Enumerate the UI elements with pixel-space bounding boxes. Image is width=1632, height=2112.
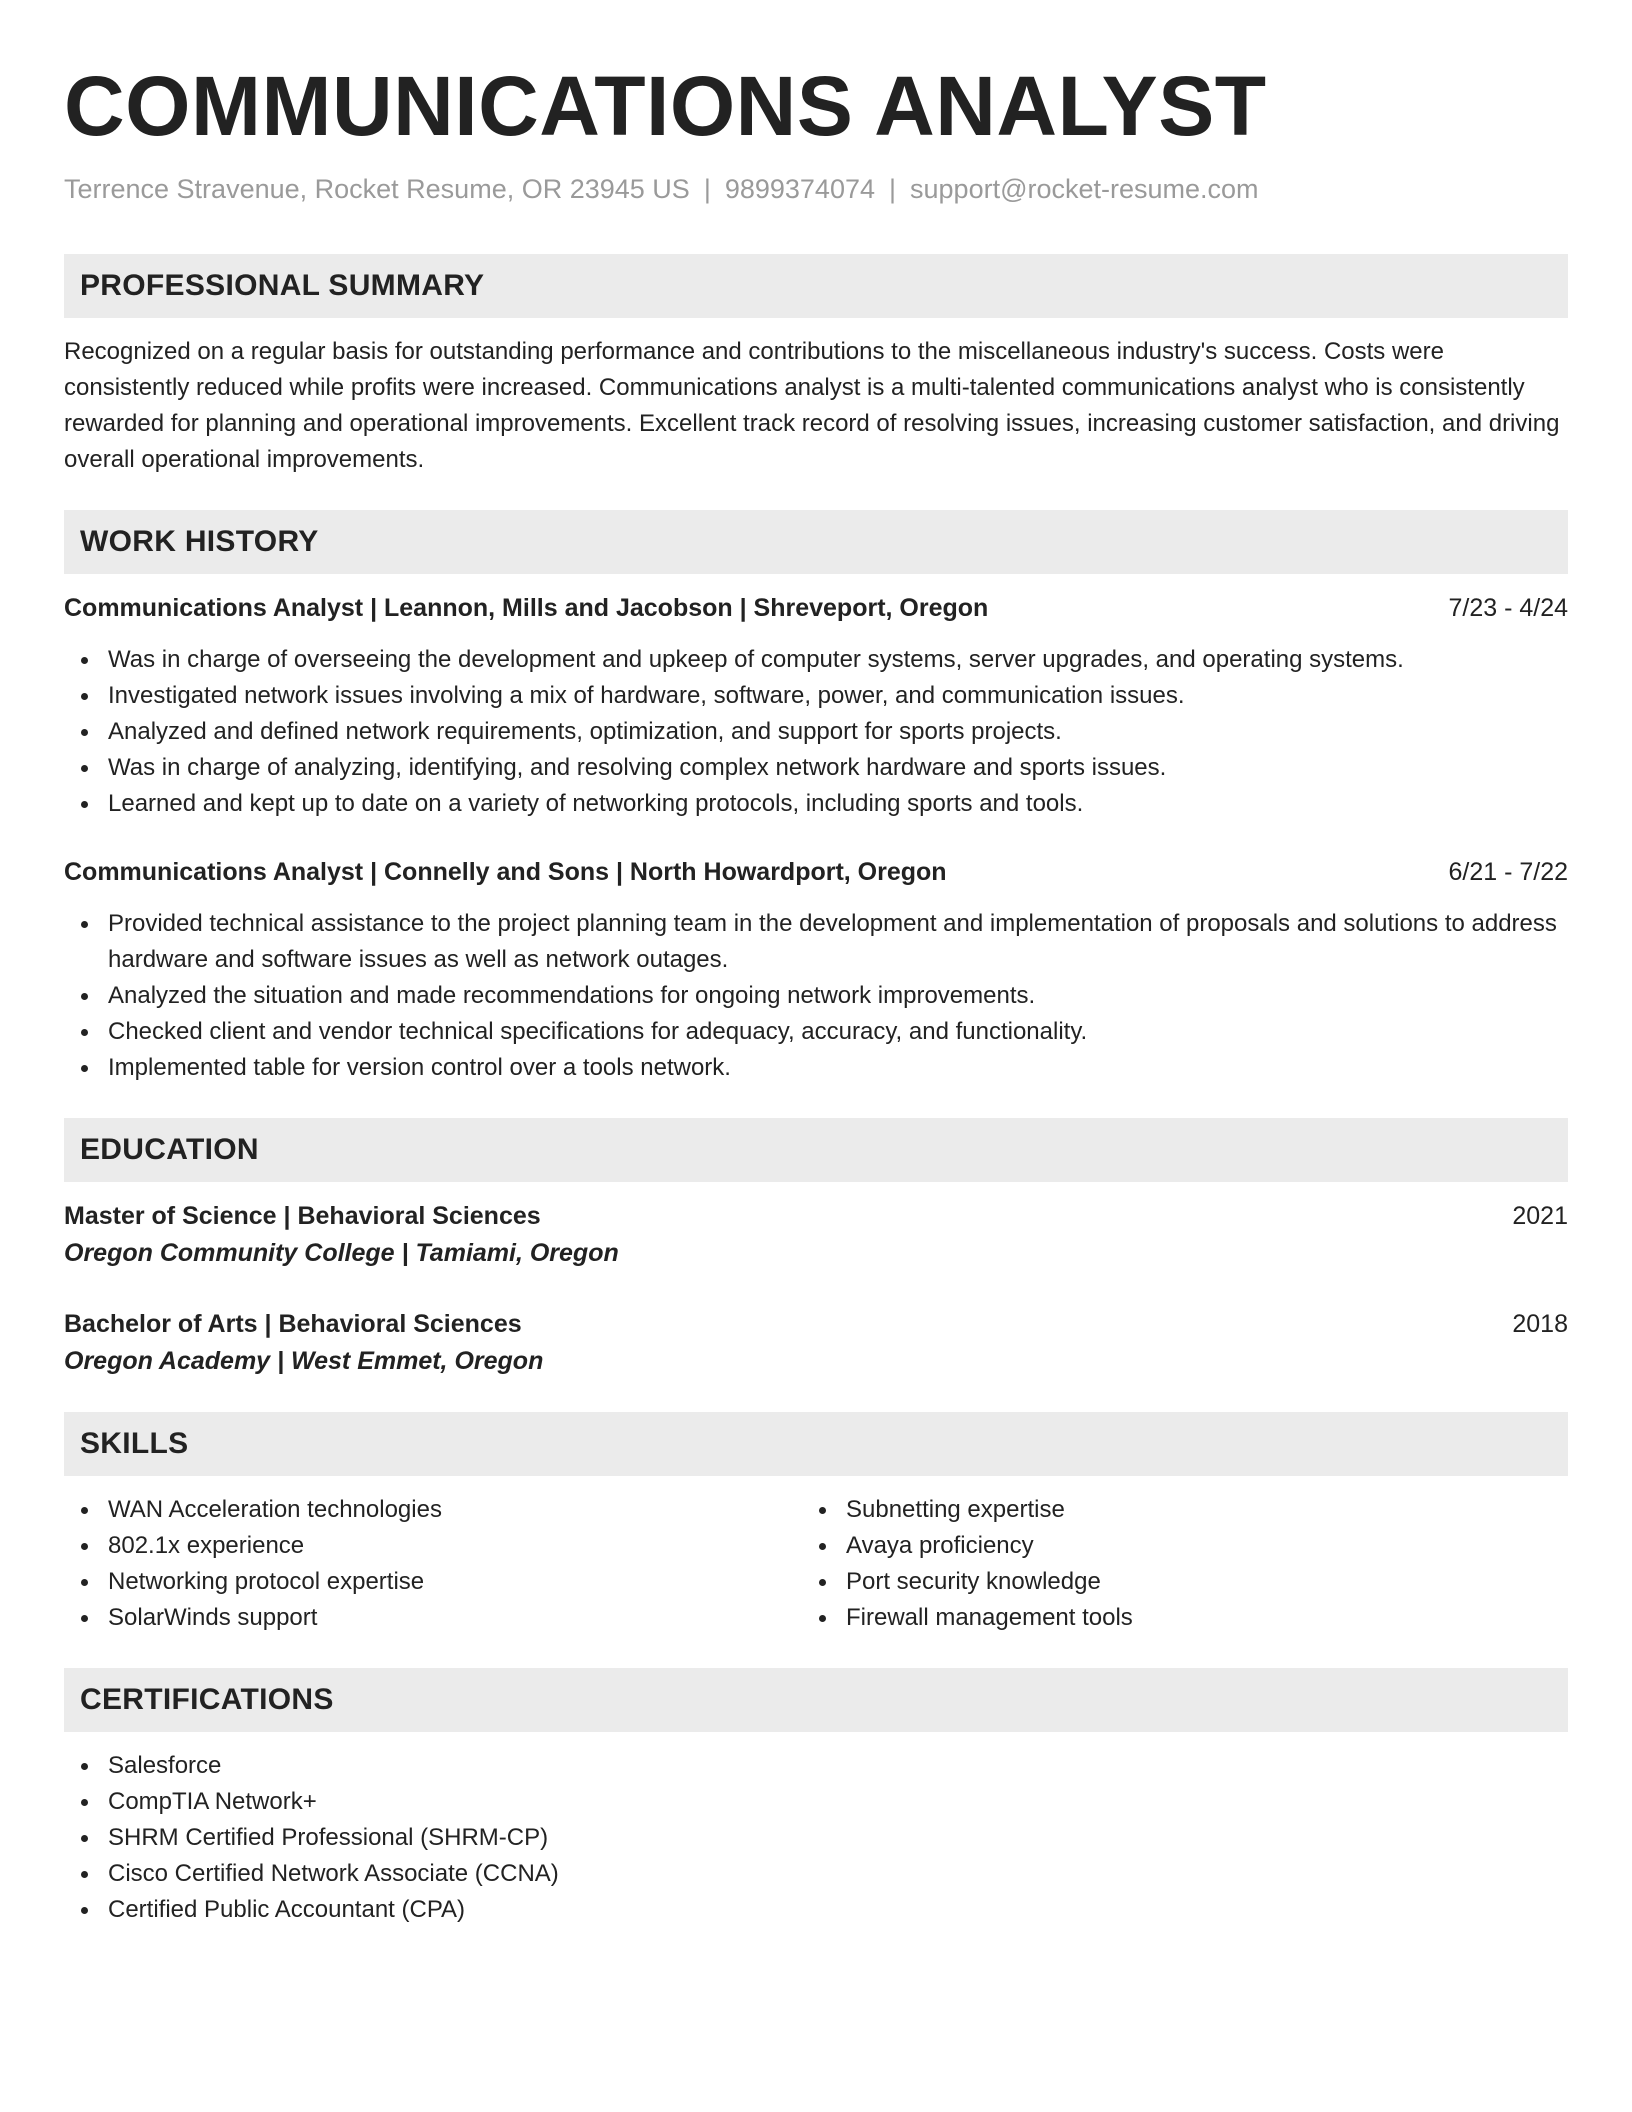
job-bullet — [64, 714, 1568, 750]
job-bullet — [64, 978, 1568, 1014]
education-entry — [64, 1198, 1568, 1272]
education-year: 2018 — [1512, 1310, 1568, 1338]
certification-text: SHRM Certified Professional (SHRM-CP) — [108, 1824, 549, 1851]
skill-text: Subnetting expertise — [846, 1496, 1065, 1523]
skill-text: Avaya proficiency — [846, 1532, 1034, 1559]
skill-text: Port security knowledge — [846, 1568, 1101, 1595]
education-degree: Master of Science | Behavioral Sciences — [64, 1202, 541, 1230]
skills-column-right — [802, 1492, 1540, 1636]
section-header-work-history: WORK HISTORY — [64, 510, 1568, 574]
certification-text: Salesforce — [108, 1752, 222, 1779]
job-bullets — [64, 642, 1568, 822]
bullet-icon — [81, 1543, 88, 1550]
skill-item — [802, 1600, 1540, 1636]
education-school: Oregon Academy | West Emmet, Oregon — [64, 1347, 544, 1375]
education-header — [64, 1306, 1568, 1342]
job-bullet-text: Checked client and vendor technical specifications for adequacy, accuracy, and functionality. — [108, 1018, 1088, 1045]
education-year: 2021 — [1512, 1202, 1568, 1230]
education-degree: Bachelor of Arts | Behavioral Sciences — [64, 1310, 522, 1338]
job-bullets — [64, 906, 1568, 1086]
certification-item — [64, 1748, 1568, 1784]
bullet-icon — [81, 657, 88, 664]
certification-text: CompTIA Network+ — [108, 1788, 317, 1815]
skill-text: Firewall management tools — [846, 1604, 1133, 1631]
job-bullet — [64, 786, 1568, 822]
skill-item — [802, 1564, 1540, 1600]
section-header-certifications: CERTIFICATIONS — [64, 1668, 1568, 1732]
certification-text: Certified Public Accountant (CPA) — [108, 1896, 466, 1923]
bullet-icon — [81, 1871, 88, 1878]
job-title: Communications Analyst | Leannon, Mills and Jacobson | Shreveport, Oregon — [64, 594, 989, 622]
contact-phone: 9899374074 — [724, 174, 875, 204]
job-header — [64, 854, 1568, 890]
job-entry — [64, 854, 1568, 1086]
section-header-skills: SKILLS — [64, 1412, 1568, 1476]
job-bullet — [64, 1050, 1568, 1086]
contact-separator: | — [703, 174, 711, 204]
skills-grid — [64, 1492, 1568, 1636]
bullet-icon — [819, 1507, 826, 1514]
skill-item — [802, 1492, 1540, 1528]
bullet-icon — [81, 1763, 88, 1770]
bullet-icon — [81, 993, 88, 1000]
skills-column-left — [64, 1492, 802, 1636]
job-bullet — [64, 642, 1568, 678]
bullet-icon — [81, 1507, 88, 1514]
education-header — [64, 1198, 1568, 1234]
bullet-icon — [81, 1029, 88, 1036]
bullet-icon — [81, 1579, 88, 1586]
job-bullet-text: Investigated network issues involving a mix of hardware, software, power, and communication issues. — [108, 682, 1185, 709]
skill-item — [64, 1564, 802, 1600]
skill-text: WAN Acceleration technologies — [108, 1496, 442, 1523]
bullet-icon — [81, 1065, 88, 1072]
skill-text: SolarWinds support — [108, 1604, 318, 1631]
contact-separator: | — [889, 174, 897, 204]
skill-item — [64, 1528, 802, 1564]
skill-item — [64, 1600, 802, 1636]
bullet-icon — [81, 729, 88, 736]
bullet-icon — [81, 1615, 88, 1622]
skill-text: Networking protocol expertise — [108, 1568, 425, 1595]
skills-list — [802, 1492, 1540, 1636]
section-header-education: EDUCATION — [64, 1118, 1568, 1182]
bullet-icon — [81, 1907, 88, 1914]
job-bullet — [64, 906, 1568, 978]
skills-list — [64, 1492, 802, 1636]
job-bullet-text: Learned and kept up to date on a variety of networking protocols, including sports and tools. — [108, 790, 1084, 817]
job-bullet — [64, 678, 1568, 714]
certification-item — [64, 1820, 1568, 1856]
job-header — [64, 590, 1568, 626]
bullet-icon — [81, 765, 88, 772]
job-dates: 7/23 - 4/24 — [1448, 594, 1568, 622]
job-title: Communications Analyst | Connelly and Sons | North Howardport, Oregon — [64, 858, 947, 886]
resume-title: COMMUNICATIONS ANALYST — [64, 59, 1267, 153]
job-bullet — [64, 1014, 1568, 1050]
contact-line — [64, 172, 1568, 206]
bullet-icon — [819, 1615, 826, 1622]
bullet-icon — [81, 693, 88, 700]
section-header-summary: PROFESSIONAL SUMMARY — [64, 254, 1568, 318]
job-bullet-text: Analyzed the situation and made recommendations for ongoing network improvements. — [108, 982, 1036, 1009]
certifications-list — [64, 1748, 1568, 1928]
skill-text: 802.1x experience — [108, 1532, 305, 1559]
skill-item — [802, 1528, 1540, 1564]
bullet-icon — [819, 1543, 826, 1550]
skill-item — [64, 1492, 802, 1528]
summary-text: Recognized on a regular basis for outstanding performance and contributions to the miscellaneous industry's success. Costs were consistently reduced while profits were increased. Communications analyst is a multi-talented communications analyst who is consistently rewarded for planning and operational improvements. Excellent track record of resolving issues, increasing customer satisfaction, and driving overall operational improvements. — [64, 338, 1560, 473]
certification-item — [64, 1892, 1568, 1928]
contact-email: support@rocket-resume.com — [910, 174, 1259, 204]
job-bullet-text: Was in charge of analyzing, identifying, and resolving complex network hardware and sports issues. — [108, 754, 1167, 781]
certification-text: Cisco Certified Network Associate (CCNA) — [108, 1860, 559, 1887]
bullet-icon — [81, 1799, 88, 1806]
contact-address: Terrence Stravenue, Rocket Resume, OR 23945 US — [64, 174, 690, 204]
job-bullet-text: Analyzed and defined network requirements, optimization, and support for sports projects. — [108, 718, 1062, 745]
job-bullet — [64, 750, 1568, 786]
bullet-icon — [81, 801, 88, 808]
bullet-icon — [81, 1835, 88, 1842]
certification-item — [64, 1784, 1568, 1820]
job-bullet-text: Provided technical assistance to the project planning team in the development and implementation of proposals and solutions to address hardware and software issues as well as network outages. — [108, 910, 1557, 973]
education-school: Oregon Community College | Tamiami, Oregon — [64, 1239, 619, 1267]
job-bullet-text: Implemented table for version control over a tools network. — [108, 1054, 731, 1081]
job-bullet-text: Was in charge of overseeing the development and upkeep of computer systems, server upgrades, and operating systems. — [108, 646, 1404, 673]
education-entry — [64, 1306, 1568, 1380]
bullet-icon — [819, 1579, 826, 1586]
certification-item — [64, 1856, 1568, 1892]
bullet-icon — [81, 921, 88, 928]
job-dates: 6/21 - 7/22 — [1448, 858, 1568, 886]
job-entry — [64, 590, 1568, 822]
